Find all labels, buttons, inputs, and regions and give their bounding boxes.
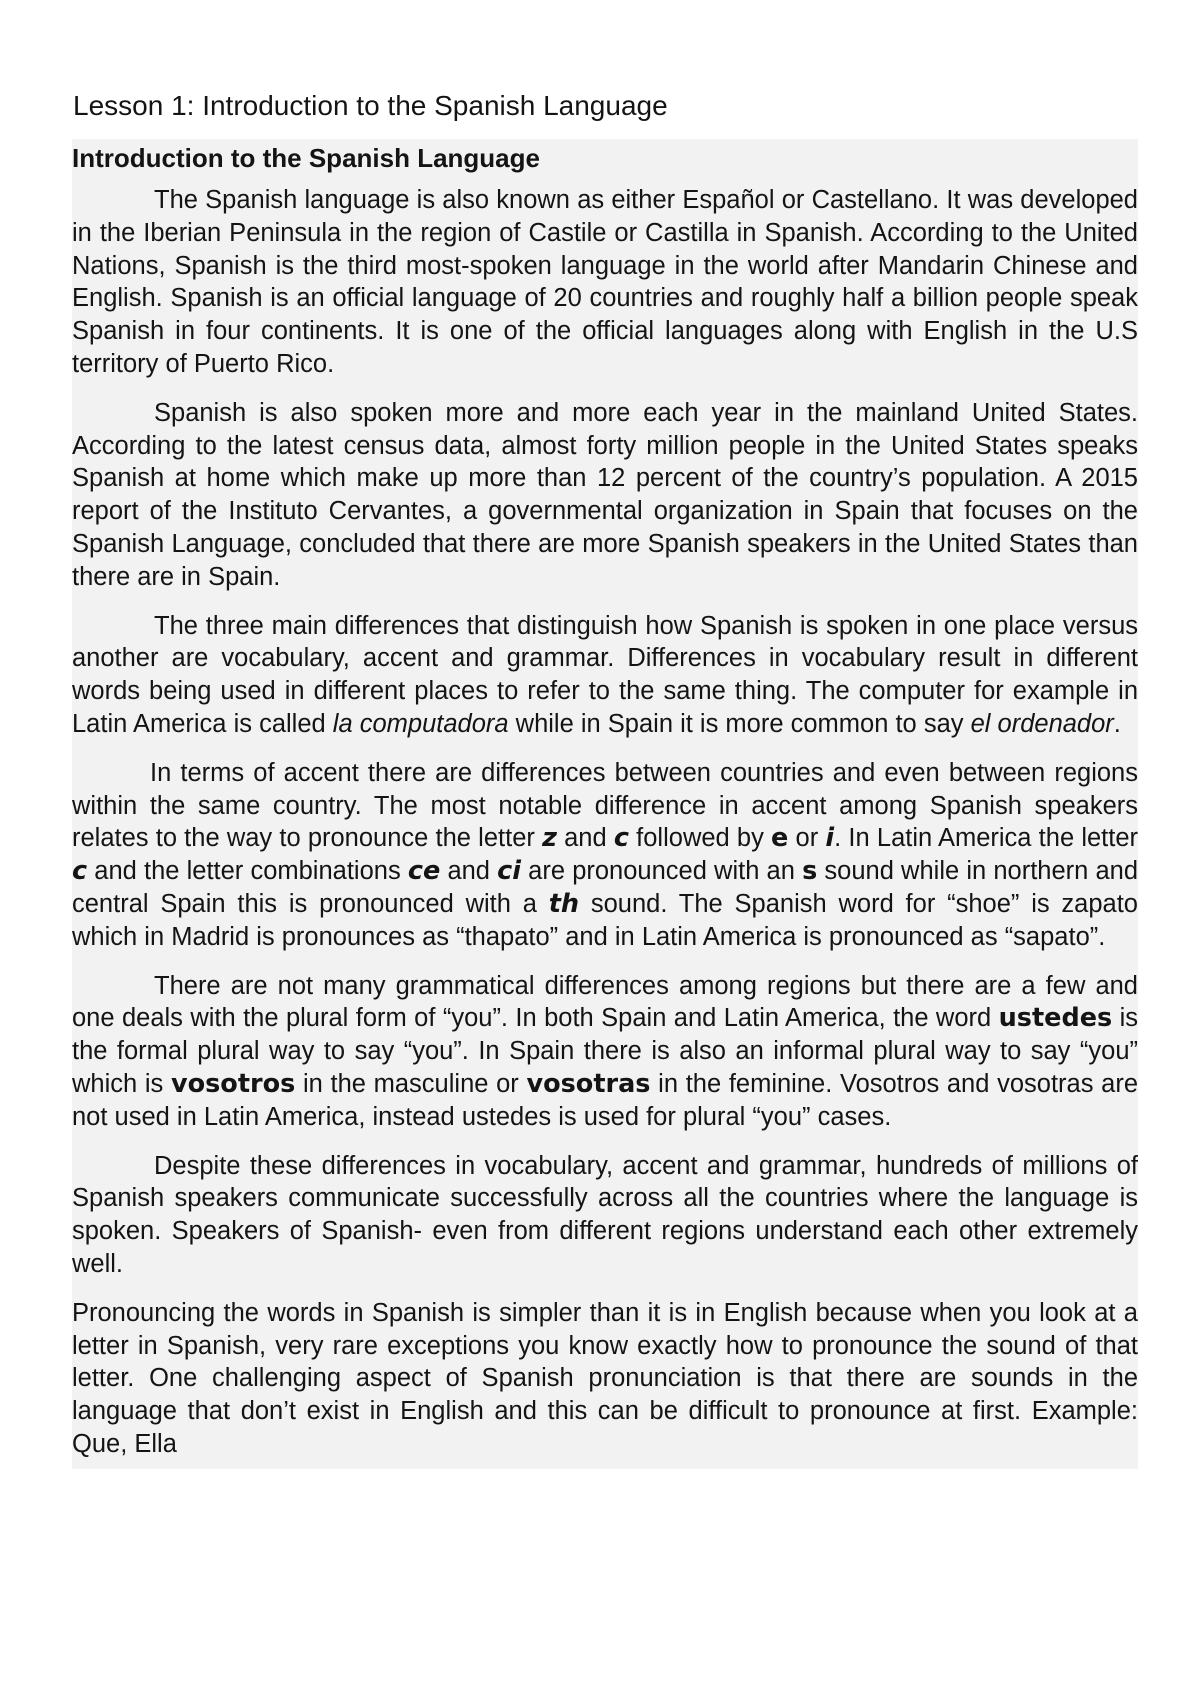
spanish-term: el ordenador bbox=[970, 709, 1114, 738]
letter-term: c bbox=[613, 823, 629, 854]
text-run: in the masculine or bbox=[295, 1069, 527, 1098]
text-run: in the feminine. Vosotros and vosotras are not used in Latin America, instead ustedes is used for plural “you” cases. bbox=[72, 1069, 1139, 1131]
spanish-term: vosotros bbox=[170, 1068, 296, 1099]
text-run: . In Latin America the letter bbox=[834, 824, 1139, 853]
text-run: is the formal plural way to say “you”. In Spain there is also an informal plural way to say “you” which is bbox=[72, 1004, 1139, 1098]
paragraph-5 bbox=[72, 970, 1138, 1134]
letter-term: s bbox=[802, 856, 818, 887]
letter-term: th bbox=[548, 888, 580, 919]
spanish-term: vosotras bbox=[526, 1068, 651, 1099]
text-run: followed by bbox=[628, 824, 772, 853]
text-run: In terms of accent there are differences between countries and even between regions within the same country. The most notable difference in accent among Spanish speakers relates to the way to pronounce the letter bbox=[72, 758, 1138, 853]
letter-term: ce bbox=[407, 856, 441, 887]
text-run: . bbox=[1113, 709, 1121, 738]
lesson-content bbox=[72, 139, 1138, 1469]
spanish-term: la computadora bbox=[332, 709, 509, 738]
letter-term: ci bbox=[497, 856, 522, 887]
text-run: or bbox=[788, 824, 826, 853]
letter-term: c bbox=[72, 856, 88, 887]
text-run: The three main differences that distinguish how Spanish is spoken in one place versus another are vocabulary, accent and grammar. Differences in vocabulary result in different words being used in different places to refer to the same thing. The computer for example in Latin America is called bbox=[72, 611, 1138, 738]
letter-term: i bbox=[825, 823, 835, 854]
lesson-title: Lesson 1: Introduction to the Spanish Language bbox=[73, 90, 668, 121]
section-heading: Introduction to the Spanish Language bbox=[72, 143, 540, 173]
text-run: sound. The Spanish word for “shoe” is zapato which in Madrid is pronounces as “thapato” and in Latin America is pronounced as “sapato”. bbox=[72, 889, 1138, 951]
text-run: are pronounced with an bbox=[521, 857, 803, 886]
text-run: while in Spain it is more common to say bbox=[508, 709, 971, 738]
paragraph-2: Spanish is also spoken more and more each year in the mainland United States. According to the latest census data, almost forty million people in the United States speaks Spanish at home which make up more than 12 percent of the country’s population. A 2015 report of the Instituto Cervantes, a governmental organization in Spain that focuses on the Spanish Language, concluded that there are more Spanish speakers in the United States than there are in Spain. bbox=[72, 398, 1138, 591]
text-run: and bbox=[440, 857, 498, 886]
text-run: sound while in northern and central Spain this is pronounced with a bbox=[72, 857, 1139, 918]
paragraph-7: Pronouncing the words in Spanish is simpler than it is in English because when you look at a letter in Spanish, very rare exceptions you know exactly how to pronounce the sound of that letter. One challenging aspect of Spanish pronunciation is that there are sounds in the language that don’t exist in English and this can be difficult to pronounce at first. Example: Que, Ella bbox=[72, 1298, 1138, 1458]
paragraph-1: The Spanish language is also known as either Español or Castellano. It was developed in the Iberian Peninsula in the region of Castile or Castilla in Spanish. According to the United Nations, Spanish is the third most-spoken language in the world after Mandarin Chinese and English. Spanish is an official language of 20 countries and roughly half a billion people speak Spanish in four continents. It is one of the official languages along with English in the U.S territory of Puerto Rico. bbox=[72, 186, 1138, 378]
text-run: and bbox=[556, 824, 614, 853]
text-run: There are not many grammatical differences among regions but there are a few and one deals with the plural form of “you”. In both Spain and Latin America, the word bbox=[72, 971, 1138, 1033]
paragraph-3 bbox=[72, 610, 1138, 741]
paragraph-4 bbox=[72, 757, 1138, 954]
text-run: and the letter combinations bbox=[87, 857, 408, 886]
letter-term: z bbox=[542, 823, 557, 854]
spanish-term: ustedes bbox=[998, 1003, 1113, 1034]
paragraph-6: Despite these differences in vocabulary, accent and grammar, hundreds of millions of Spanish speakers communicate successfully across all the countries where the language is spoken. Speakers of Spanish- even from different regions understand each other extremely well. bbox=[72, 1151, 1138, 1278]
letter-term: e bbox=[771, 823, 789, 854]
